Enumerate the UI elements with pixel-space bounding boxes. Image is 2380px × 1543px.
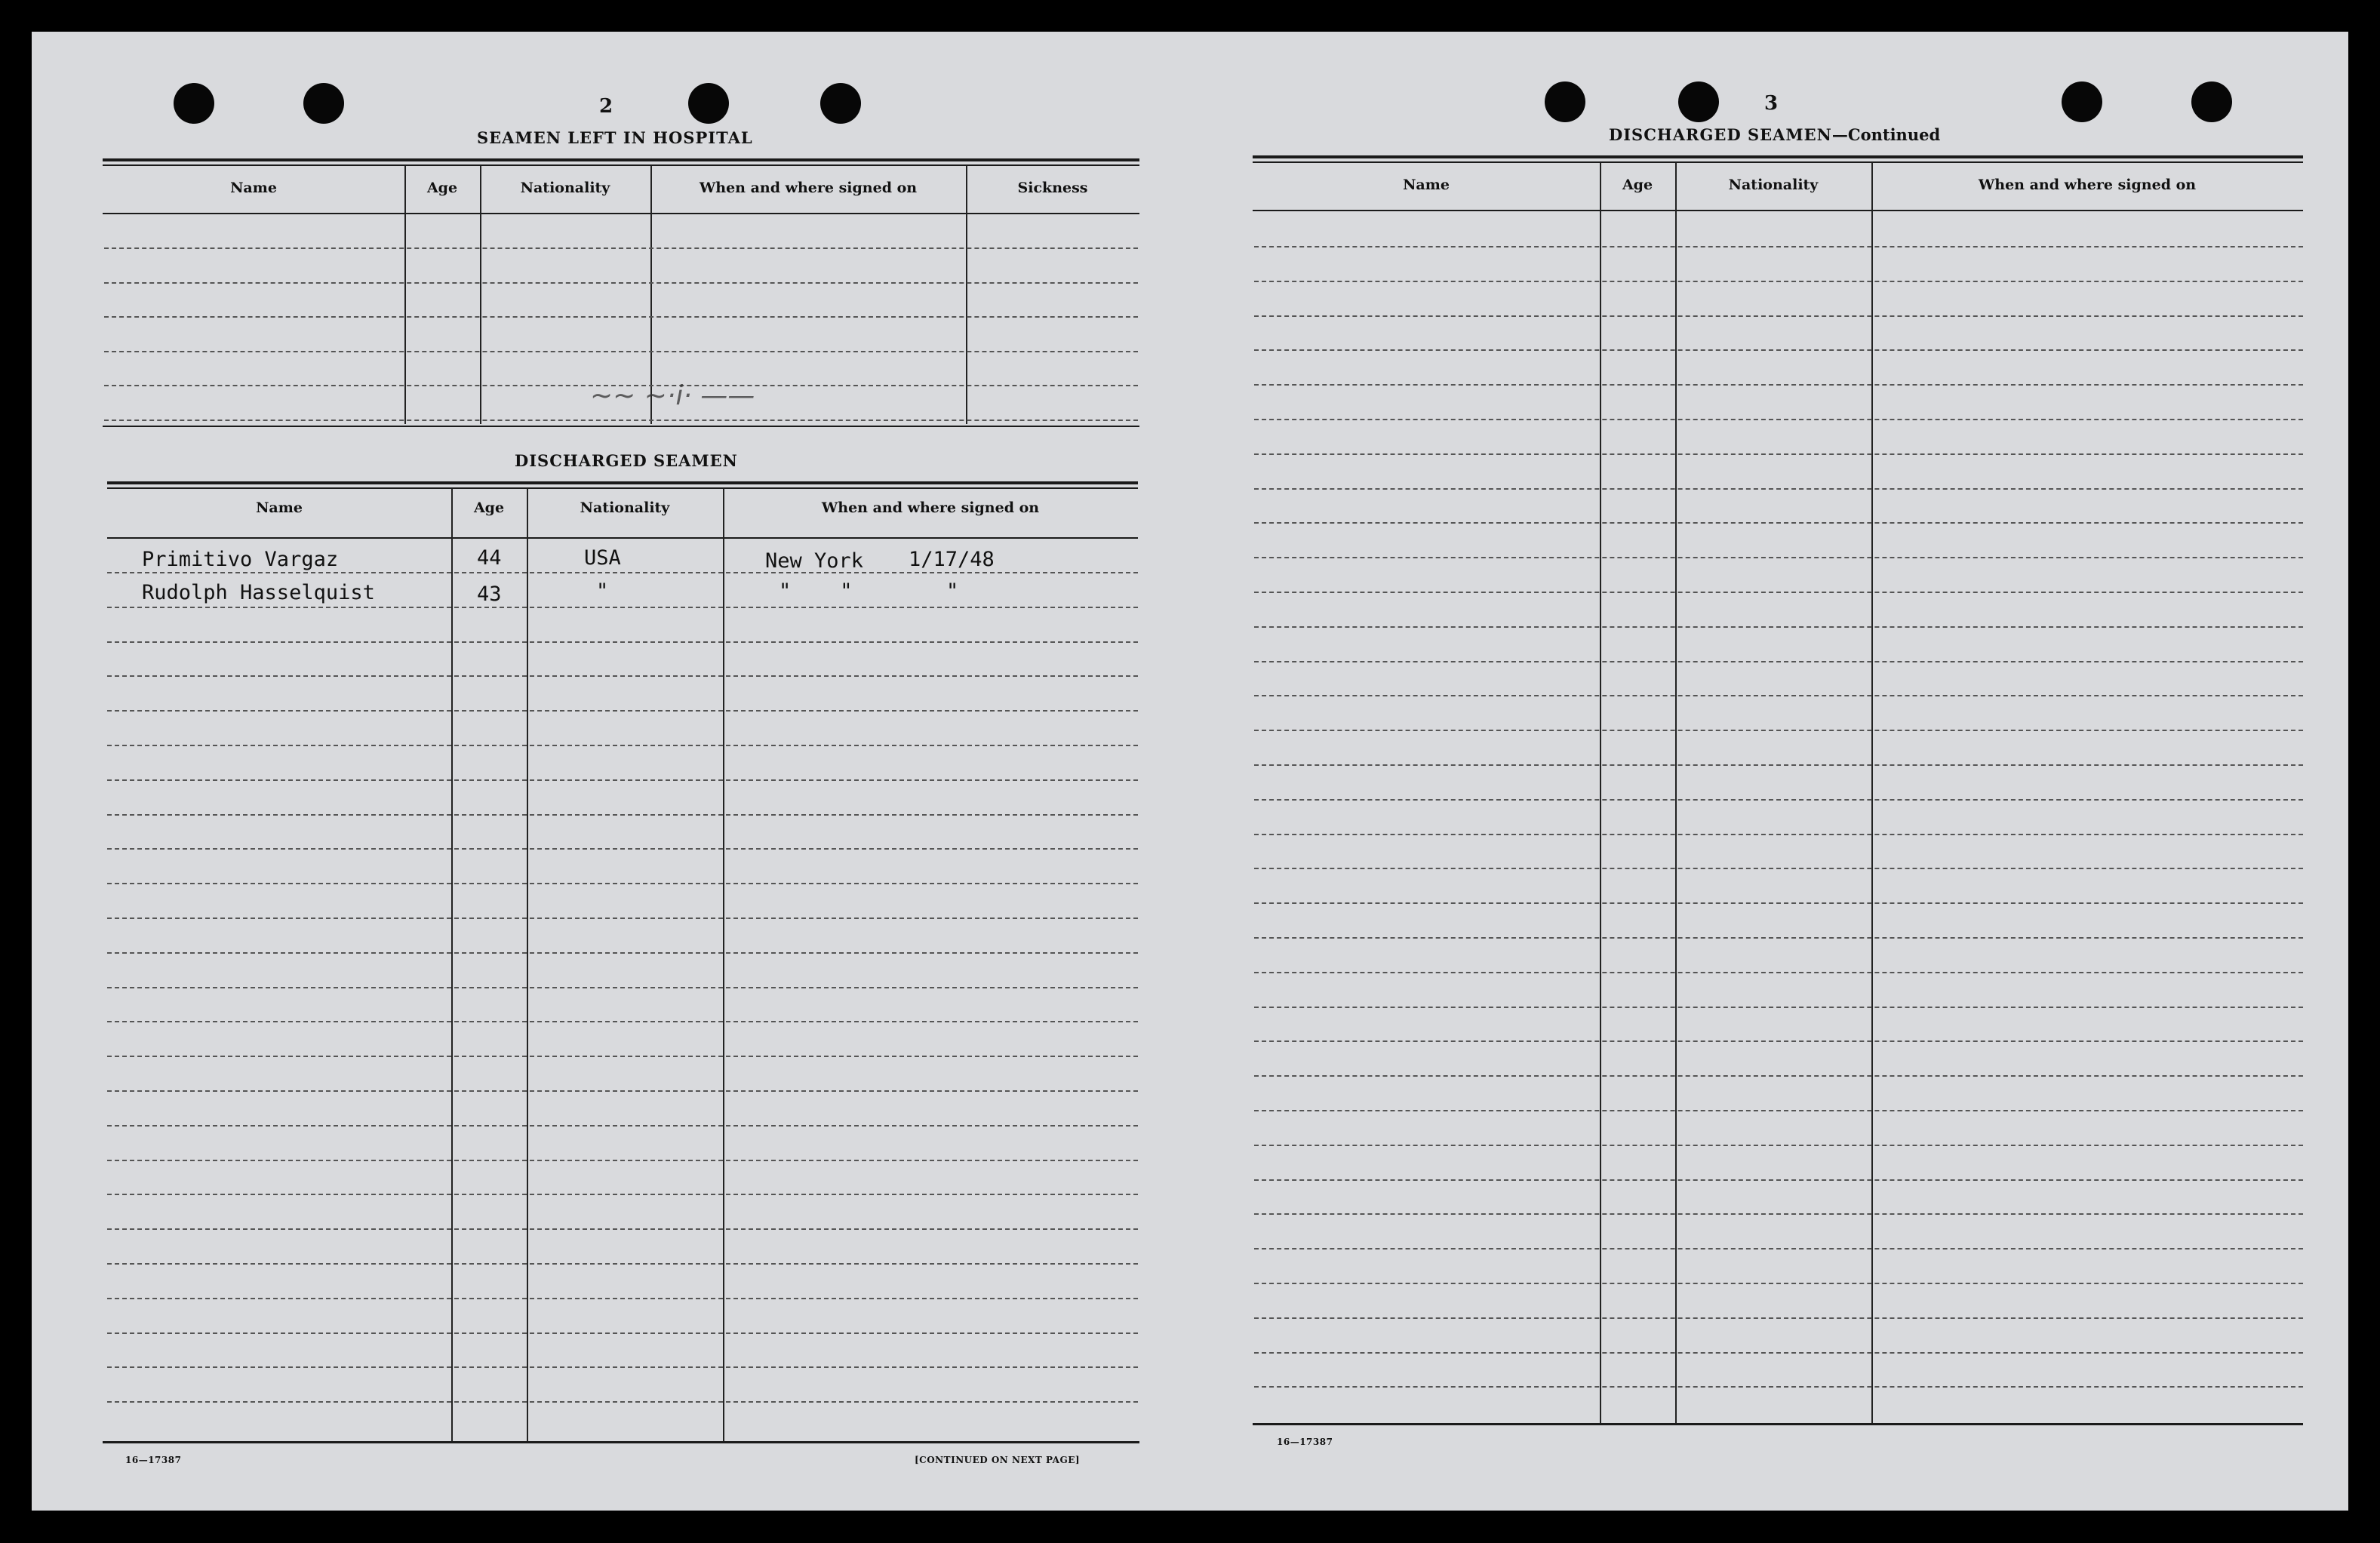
ruled-row-line xyxy=(1254,1283,2303,1284)
ruled-row-line xyxy=(107,1160,1138,1161)
ruled-row-line xyxy=(107,918,1138,919)
hospital-col-name: Name xyxy=(230,180,277,196)
entry-1-place: New York xyxy=(765,549,864,573)
entry-1-date: 1/17/48 xyxy=(909,548,995,571)
ruled-row-line xyxy=(107,1366,1138,1368)
discharged-header-rule xyxy=(107,537,1138,539)
ruled-row-line xyxy=(107,848,1138,850)
discharged-col-name: Name xyxy=(256,499,303,516)
entry-1-age: 44 xyxy=(477,546,502,570)
ruled-row-line xyxy=(107,641,1138,643)
right-col-name: Name xyxy=(1403,177,1450,193)
discharged-col-divider xyxy=(723,489,724,1443)
ruled-row-line xyxy=(1254,695,2303,696)
punch-hole xyxy=(2191,81,2232,122)
ruled-row-line xyxy=(1254,246,2303,247)
ruled-row-line xyxy=(1254,764,2303,766)
ruled-row-line xyxy=(107,779,1138,781)
ruled-row-line xyxy=(1254,419,2303,420)
ruled-row-line xyxy=(107,675,1138,677)
ruled-row-line xyxy=(107,1332,1138,1334)
hospital-col-signed-on: When and where signed on xyxy=(699,180,918,196)
ruled-row-line xyxy=(107,1228,1138,1230)
right-top-rule xyxy=(1253,155,2303,158)
form-number-left: 16—17387 xyxy=(125,1455,182,1465)
ruled-row-line xyxy=(107,987,1138,988)
signature-scribble: ~~ ~·i· —— xyxy=(590,380,755,411)
entry-2-nationality: " xyxy=(596,579,609,603)
right-col-divider xyxy=(1871,163,1873,1425)
ruled-row-line xyxy=(1254,1213,2303,1215)
ruled-row-line xyxy=(1254,972,2303,973)
ruled-row-line xyxy=(1254,453,2303,455)
hospital-col-nationality: Nationality xyxy=(520,180,610,196)
ruled-row-line xyxy=(1254,834,2303,835)
ruled-row-line xyxy=(107,883,1138,884)
ruled-row-line xyxy=(104,420,1138,421)
discharged-col-divider xyxy=(527,489,528,1443)
punch-hole xyxy=(303,83,344,124)
right-col-age: Age xyxy=(1622,177,1653,193)
discharged-col-nationality: Nationality xyxy=(580,499,670,516)
right-col-divider xyxy=(1600,163,1601,1425)
discharged-bottom-rule xyxy=(103,1441,1139,1443)
hospital-top-rule-2 xyxy=(103,164,1139,166)
ruled-row-line xyxy=(104,282,1138,284)
ruled-row-line xyxy=(107,1021,1138,1022)
ruled-row-line xyxy=(1254,488,2303,490)
right-bottom-rule xyxy=(1253,1423,2303,1425)
discharged-col-signed-on: When and where signed on xyxy=(821,499,1040,516)
hospital-top-rule xyxy=(103,158,1139,161)
ruled-row-line xyxy=(1254,1007,2303,1008)
discharged-continued-suffix: —Continued xyxy=(1831,125,1941,144)
ruled-row-line xyxy=(1254,626,2303,628)
discharged-col-age: Age xyxy=(473,499,505,516)
right-col-nationality: Nationality xyxy=(1728,177,1819,193)
ruled-row-line xyxy=(107,1125,1138,1127)
ruled-row-line xyxy=(1254,1075,2303,1077)
hospital-bottom-rule xyxy=(103,426,1139,427)
hospital-col-age: Age xyxy=(426,180,458,196)
ruled-row-line xyxy=(107,607,1138,608)
entry-2-age: 43 xyxy=(477,582,502,606)
ruled-row-line xyxy=(107,1194,1138,1195)
ruled-row-line xyxy=(1254,1145,2303,1146)
ruled-row-line xyxy=(1254,557,2303,558)
discharged-top-rule-2 xyxy=(107,487,1138,489)
ruled-row-line xyxy=(1254,592,2303,593)
ruled-row-line xyxy=(107,814,1138,816)
ruled-row-line xyxy=(107,1263,1138,1265)
discharged-top-rule xyxy=(107,481,1138,484)
ruled-row-line xyxy=(107,1056,1138,1057)
right-top-rule-2 xyxy=(1253,161,2303,163)
document-sheet xyxy=(32,32,2348,1511)
ruled-row-line xyxy=(107,1090,1138,1092)
entry-1-nationality: USA xyxy=(584,546,621,570)
entry-2-name: Rudolph Hasselquist xyxy=(142,581,375,604)
page-number-left: 2 xyxy=(599,95,613,118)
ruled-row-line xyxy=(1254,902,2303,904)
continued-note: [CONTINUED ON NEXT PAGE] xyxy=(915,1455,1081,1465)
ruled-row-line xyxy=(1254,1248,2303,1249)
right-header-rule xyxy=(1253,210,2303,211)
hospital-section-title: SEAMEN LEFT IN HOSPITAL xyxy=(477,128,753,147)
ruled-row-line xyxy=(107,1401,1138,1403)
ruled-row-line xyxy=(1254,730,2303,731)
ruled-row-line xyxy=(1254,1386,2303,1388)
punch-hole xyxy=(688,83,729,124)
ruled-row-line xyxy=(1254,1352,2303,1354)
punch-hole xyxy=(1678,81,1719,122)
ruled-row-line xyxy=(1254,1110,2303,1111)
ruled-row-line xyxy=(107,952,1138,954)
ruled-row-line xyxy=(104,316,1138,318)
ruled-row-line xyxy=(1254,281,2303,282)
hospital-header-rule xyxy=(103,213,1139,214)
punch-hole xyxy=(820,83,861,124)
ruled-row-line xyxy=(1254,799,2303,801)
form-number-right: 16—17387 xyxy=(1277,1437,1333,1447)
entry-2-place: " " xyxy=(779,579,853,603)
ruled-row-line xyxy=(107,572,1138,573)
punch-hole xyxy=(2062,81,2102,122)
right-col-signed-on: When and where signed on xyxy=(1978,177,2197,193)
ruled-row-line xyxy=(1254,1179,2303,1181)
discharged-col-divider xyxy=(451,489,453,1443)
punch-hole xyxy=(174,83,214,124)
ruled-row-line xyxy=(1254,661,2303,662)
ruled-row-line xyxy=(1254,1040,2303,1042)
ruled-row-line xyxy=(1254,315,2303,317)
ruled-row-line xyxy=(107,745,1138,746)
ruled-row-line xyxy=(1254,868,2303,869)
hospital-col-sickness: Sickness xyxy=(1017,180,1088,196)
ruled-row-line xyxy=(107,710,1138,712)
right-col-divider xyxy=(1675,163,1677,1425)
page-number-right: 3 xyxy=(1764,92,1779,115)
ruled-row-line xyxy=(1254,1317,2303,1319)
entry-2-date: " xyxy=(946,579,959,603)
ruled-row-line xyxy=(1254,937,2303,939)
ruled-row-line xyxy=(1254,522,2303,524)
discharged-section-title: DISCHARGED SEAMEN xyxy=(515,451,738,470)
ruled-row-line xyxy=(1254,384,2303,386)
punch-hole xyxy=(1545,81,1585,122)
ruled-row-line xyxy=(107,1298,1138,1299)
discharged-continued-title xyxy=(1609,125,1940,144)
ruled-row-line xyxy=(104,247,1138,249)
entry-1-name: Primitivo Vargaz xyxy=(142,548,339,571)
ruled-row-line xyxy=(104,351,1138,352)
discharged-continued-title-main: DISCHARGED SEAMEN xyxy=(1609,125,1832,144)
ruled-row-line xyxy=(1254,349,2303,351)
